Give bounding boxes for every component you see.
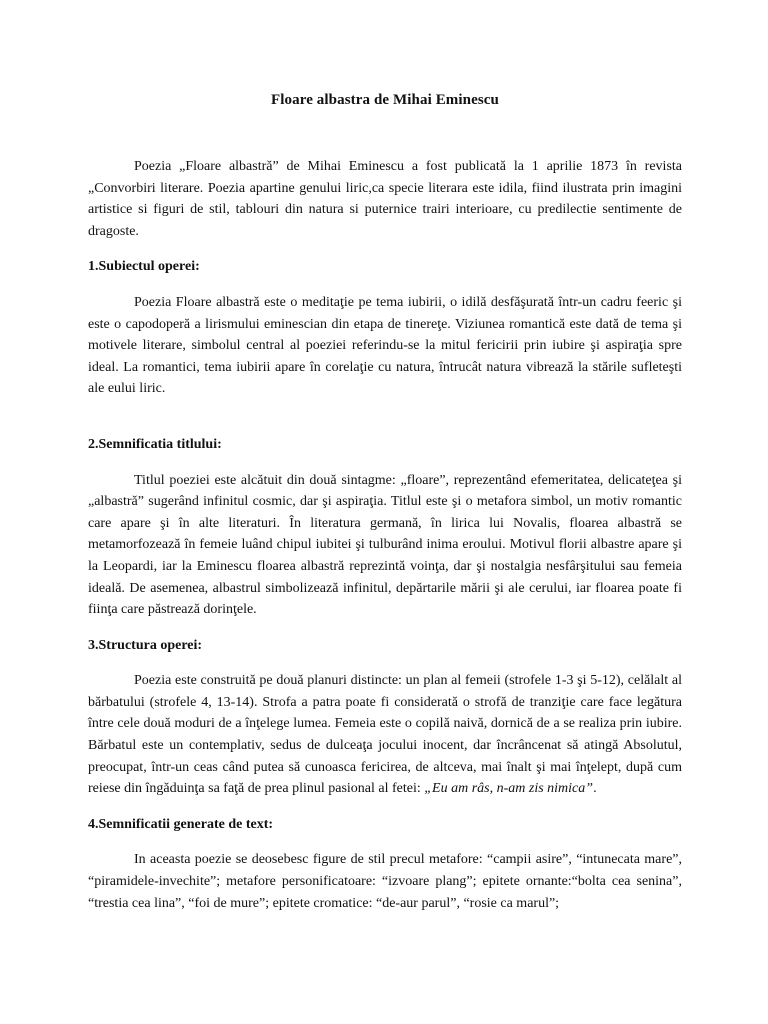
structura-text: Poezia este construită pe două planuri distincte: un plan al femeii (strofele 1-3 şi 5-12), celălalt al bărbatului (strofele 4, 13-14). Strofa a patra poate fi considerată o strofă de tranziţie care face legătura între cele două moduri de a înţelege lumea. Femeia este o copilă naivă, dornică de a se realiza prin iubire. Bărbatul este un contemplativ, sedus de dulceaţa jocului inocent, dar încrâncenat să atingă Absolutul, preocupat, într-un ceas când putea să cunoasca fericirea, de altceva, mai înalt şi mai înţelept, după cum reiese din îngăduinţa sa faţă de prea plinul pasional al fetei: [88,673,682,797]
section-paragraph-structura [88,670,682,800]
section-paragraph-subiect: Poezia Floare albastră este o meditaţie pe tema iubirii, o idilă desfăşurată într-un cadru feeric şi este o capodoperă a lirismului eminescian din etapa de tinereţe. Viziunea romantică este dată de tema şi motivele literare, simbolul central al poeziei referindu-se la mitul fericirii prin iubire şi aspiraţia spre ideal. La romantici, tema iubirii apare în corelaţie cu natura, întrucât natura vibrează la stările sufleteşti ale eului liric. [88,294,682,397]
document-body [88,92,682,914]
section-heading-structura: 3.Structura operei: [88,637,203,653]
section-heading-subiect: 1.Subiectul operei: [88,259,200,275]
poem-quote: „Eu am râs, n-am zis nimica” [424,781,594,797]
section-heading-semnificatii: 4.Semnificatii generate de text: [88,816,274,832]
section-paragraph-semnificatii: In aceasta poezie se deosebesc figure de stil precul metafore: “campii asire”, “intunecata mare”, “piramidele-invechite”; metafore personificatoare: “izvoare plang”; epitete ornante:“bolta cea senina”, “trestia cea lina”, “foi de mure”; epitete cromatice: “de-aur parul”, “rosie ca marul”; [88,852,682,911]
quote-end: . [593,781,597,797]
section-paragraph-titlu: Titlul poeziei este alcătuit din două sintagme: „floare”, reprezentând efemeritatea, delicateţea şi „albastră” sugerând infinitul cosmic, dar şi aspiraţia. Titlul este şi o metafora simbol, un motiv romantic care apare şi în alte literaturi. În literatura germană, în lirica lui Novalis, floarea albastră se metamorfozează în femeie luând chipul iubitei şi tulburând inima eroului. Motivul florii albastre apare şi la Leopardi, iar la Eminescu floarea albastră reprezintă voinţa, dar şi nostalgia nesfârşitului sau femeia ideală. De asemenea, albastrul simbolizează infinitul, depărtarile mării şi ale cerului, iar floarea poate fi fiinţa care păstrează dorinţele. [88,472,682,618]
document-title: Floare albastra de Mihai Eminescu [270,92,499,108]
intro-paragraph: Poezia „Floare albastră” de Mihai Eminescu a fost publicată la 1 aprilie 1873 în revista „Convorbiri literare. Poezia apartine genului liric,ca specie literara este idila, fiind ilustrata prin imagini artistice si figuri de stil, tablouri din natura si puternice trairi interioare, cu predilectie sentimente de dragoste. [88,159,682,239]
section-heading-titlu: 2.Semnificatia titlului: [88,436,222,452]
